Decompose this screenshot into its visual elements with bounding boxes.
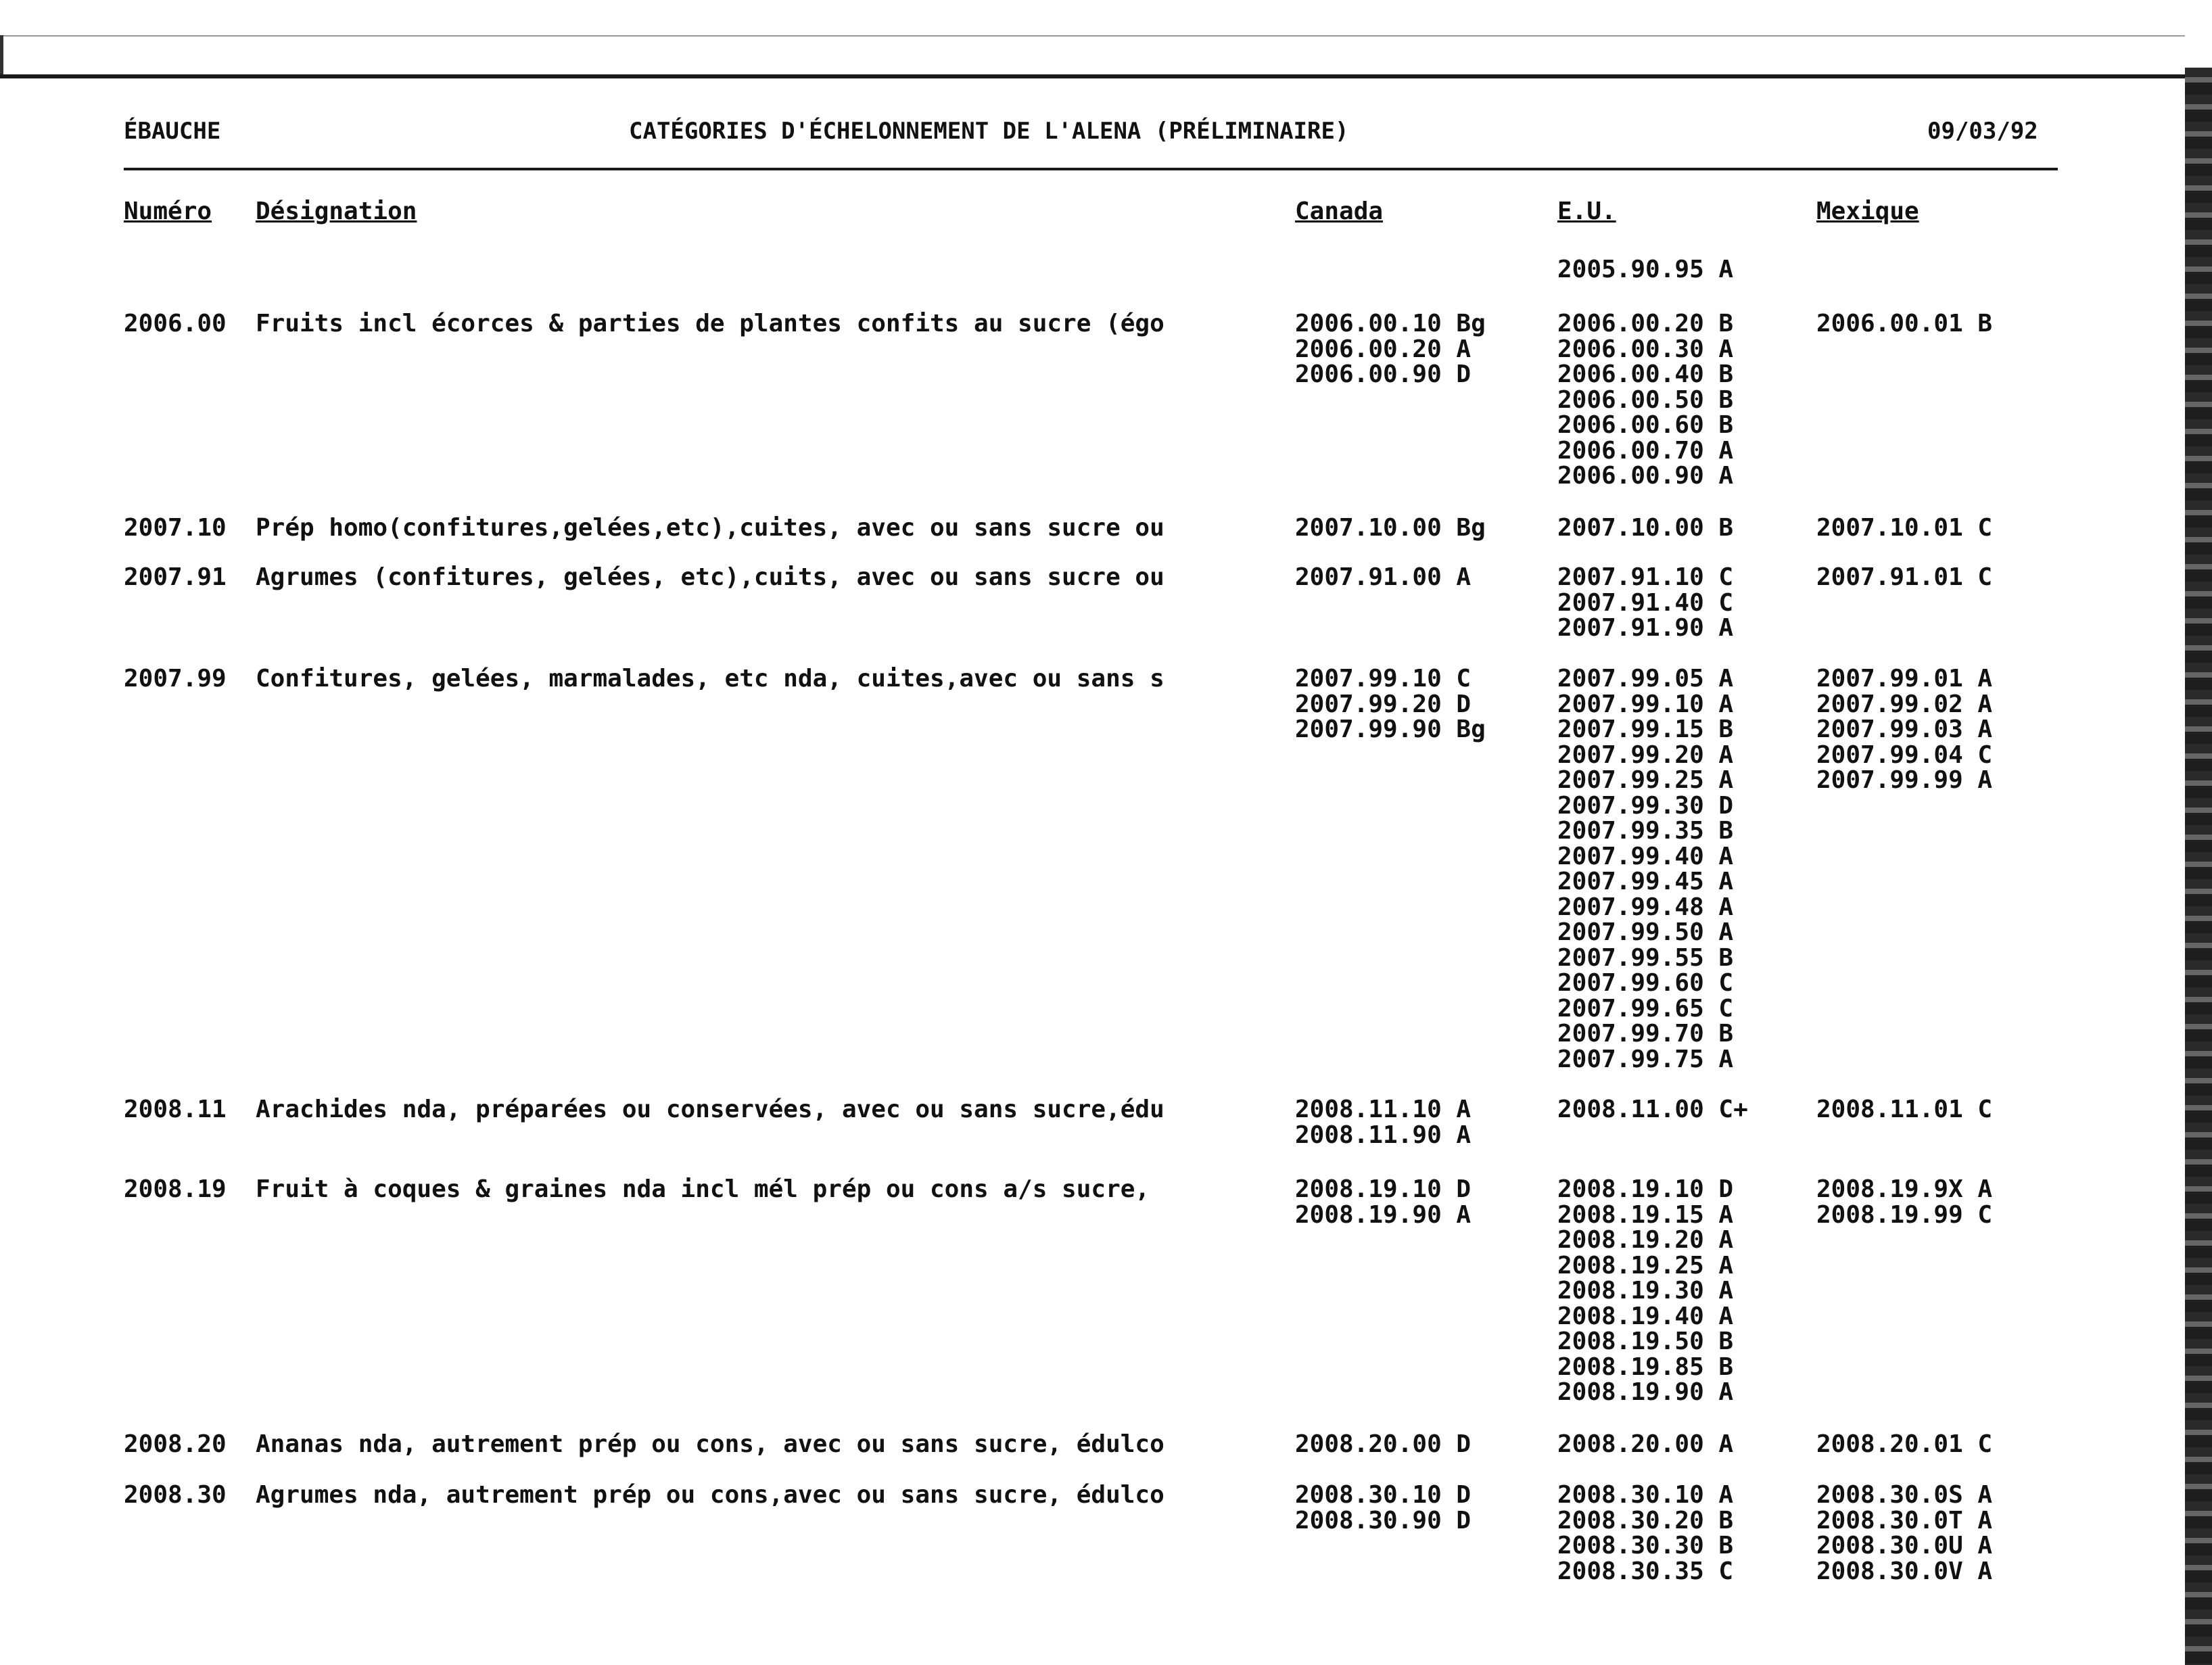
tariff-designation: Fruits incl écorces & parties de plantes confits au sucre (égo	[256, 310, 1164, 337]
staging-code: 2006.00.20 B	[1557, 310, 1734, 337]
eu-codes	[1557, 1177, 1733, 1405]
staging-code: 2008.19.10 D	[1295, 1175, 1472, 1203]
staging-code: 2007.99.05 A	[1557, 665, 1734, 693]
eu-codes	[1557, 311, 1733, 489]
eu-codes	[1557, 515, 1733, 541]
staging-code: 2007.10.00 Bg	[1295, 514, 1486, 542]
staging-code: 2008.19.10 D	[1557, 1175, 1734, 1203]
staging-code: 2007.99.60 C	[1557, 969, 1734, 997]
staging-code: 2008.20.00 A	[1557, 1430, 1734, 1458]
staging-code: 2006.00.20 A	[1295, 335, 1472, 363]
staging-code: 2007.99.99 A	[1816, 766, 1993, 794]
staging-code: 2006.00.30 A	[1557, 335, 1734, 363]
staging-code: 2008.30.30 B	[1557, 1532, 1734, 1560]
staging-code: 2007.99.03 A	[1816, 716, 1993, 743]
staging-code: 2007.91.10 C	[1557, 563, 1734, 591]
tariff-designation: Prép homo(confitures,gelées,etc),cuites, avec ou sans sucre ou	[256, 514, 1164, 542]
staging-code: 2008.30.90 D	[1295, 1506, 1472, 1534]
canada-codes	[1295, 565, 1471, 590]
staging-code: 2008.30.20 B	[1557, 1506, 1734, 1534]
staging-code: 2005.90.95 A	[1557, 256, 1734, 283]
staging-code: 2008.11.10 A	[1295, 1096, 1472, 1123]
staging-code: 2006.00.10 Bg	[1295, 310, 1486, 337]
staging-code: 2007.99.30 D	[1557, 791, 1734, 820]
staging-code: 2007.91.90 A	[1557, 614, 1734, 642]
mexique-codes	[1816, 565, 1992, 590]
column-header-numero: Numéro	[124, 197, 212, 225]
mexique-codes	[1816, 311, 1992, 337]
mexique-codes	[1816, 1177, 1992, 1227]
staging-code: 2007.99.50 A	[1557, 918, 1734, 946]
staging-code: 2008.20.00 D	[1295, 1430, 1472, 1458]
tariff-designation: Agrumes (confitures, gelées, etc),cuits, avec ou sans sucre ou	[256, 563, 1164, 591]
staging-code: 2008.30.0T A	[1816, 1506, 1993, 1534]
tariff-number: 2007.99	[124, 665, 227, 693]
column-header-mexique: Mexique	[1816, 197, 1919, 225]
canada-codes	[1295, 1482, 1471, 1533]
staging-code: 2007.99.15 B	[1557, 716, 1734, 743]
staging-code: 2007.99.48 A	[1557, 893, 1734, 921]
staging-code: 2007.99.45 A	[1557, 868, 1734, 895]
eu-codes	[1557, 565, 1733, 641]
staging-code: 2007.91.01 C	[1816, 563, 1993, 591]
staging-code: 2006.00.01 B	[1816, 310, 1993, 337]
tariff-designation: Arachides nda, préparées ou conservées, avec ou sans sucre,édu	[256, 1096, 1164, 1123]
tariff-designation: Fruit à coques & graines nda incl mél prép ou cons a/s sucre,	[256, 1175, 1150, 1203]
staging-code: 2006.00.40 B	[1557, 360, 1734, 388]
staging-code: 2006.00.90 A	[1557, 462, 1734, 490]
tariff-designation: Agrumes nda, autrement prép ou cons,avec ou sans sucre, édulco	[256, 1481, 1164, 1509]
draft-label: ÉBAUCHE	[124, 118, 221, 145]
staging-code: 2008.19.40 A	[1557, 1302, 1734, 1330]
staging-code: 2008.11.90 A	[1295, 1121, 1472, 1149]
staging-code: 2007.10.01 C	[1816, 514, 1993, 542]
staging-code: 2006.00.60 B	[1557, 411, 1734, 439]
staging-code: 2008.19.25 A	[1557, 1251, 1734, 1280]
staging-code: 2008.30.0S A	[1816, 1481, 1993, 1509]
staging-code: 2007.91.40 C	[1557, 588, 1734, 617]
mexique-codes	[1816, 515, 1992, 541]
tariff-number: 2006.00	[124, 310, 227, 337]
mexique-codes	[1816, 1482, 1992, 1584]
staging-code: 2007.99.70 B	[1557, 1020, 1734, 1048]
canada-codes	[1295, 1432, 1471, 1457]
staging-code: 2007.99.10 A	[1557, 690, 1734, 718]
tariff-number: 2008.20	[124, 1430, 227, 1458]
staging-code: 2008.19.20 A	[1557, 1226, 1734, 1254]
staging-code: 2008.11.00 C+	[1557, 1096, 1748, 1123]
mexique-codes	[1816, 1432, 1992, 1457]
tariff-number: 2008.11	[124, 1096, 227, 1123]
tariff-number: 2008.30	[124, 1481, 227, 1509]
staging-code: 2008.30.10 D	[1295, 1481, 1472, 1509]
staging-code: 2007.99.90 Bg	[1295, 716, 1486, 743]
column-header-designation: Désignation	[256, 197, 417, 225]
staging-code: 2008.30.35 C	[1557, 1557, 1734, 1585]
staging-code: 2008.30.10 A	[1557, 1481, 1734, 1509]
staging-code: 2007.99.20 A	[1557, 741, 1734, 769]
staging-code: 2008.11.01 C	[1816, 1096, 1993, 1123]
canada-codes	[1295, 1177, 1471, 1227]
staging-code: 2008.30.0V A	[1816, 1557, 1993, 1585]
tariff-number: 2007.91	[124, 563, 227, 591]
staging-code: 2007.99.55 B	[1557, 943, 1734, 972]
eu-codes	[1557, 1432, 1733, 1457]
staging-code: 2007.99.35 B	[1557, 817, 1734, 845]
staging-code: 2008.30.0U A	[1816, 1532, 1993, 1560]
staging-code: 2008.19.15 A	[1557, 1200, 1734, 1229]
mexique-codes	[1816, 1097, 1992, 1123]
eu-codes	[1557, 1097, 1748, 1123]
staging-code: 2007.99.04 C	[1816, 741, 1993, 769]
staging-code: 2007.99.02 A	[1816, 690, 1993, 718]
column-header-canada: Canada	[1295, 197, 1384, 225]
tariff-designation: Ananas nda, autrement prép ou cons, avec ou sans sucre, édulco	[256, 1430, 1164, 1458]
mexique-codes	[1816, 666, 1992, 793]
staging-code: 2007.99.20 D	[1295, 690, 1472, 718]
staging-code: 2008.19.90 A	[1557, 1378, 1734, 1406]
tariff-number: 2008.19	[124, 1175, 227, 1203]
staging-code: 2006.00.70 A	[1557, 436, 1734, 465]
staging-code: 2007.99.25 A	[1557, 766, 1734, 794]
staging-code: 2007.91.00 A	[1295, 563, 1472, 591]
staging-code: 2007.10.00 B	[1557, 514, 1734, 542]
canada-codes	[1295, 1097, 1471, 1148]
staging-code: 2007.99.10 C	[1295, 665, 1472, 693]
staging-code: 2008.19.9X A	[1816, 1175, 1993, 1203]
canada-codes	[1295, 311, 1486, 388]
column-header-eu: E.U.	[1557, 197, 1616, 225]
canada-codes	[1295, 515, 1486, 541]
eu-codes	[1557, 1482, 1733, 1584]
tariff-designation: Confitures, gelées, marmalades, etc nda, cuites,avec ou sans s	[256, 665, 1164, 693]
tariff-number: 2007.10	[124, 514, 227, 542]
staging-code: 2007.99.65 C	[1557, 994, 1734, 1023]
staging-code: 2008.19.30 A	[1557, 1277, 1734, 1305]
document-title: CATÉGORIES D'ÉCHELONNEMENT DE L'ALENA (PRÉLIMINAIRE)	[629, 118, 1349, 145]
canada-codes	[1295, 666, 1486, 743]
staging-code: 2008.19.50 B	[1557, 1328, 1734, 1355]
staging-code: 2008.19.99 C	[1816, 1200, 1993, 1229]
staging-code: 2007.99.01 A	[1816, 665, 1993, 693]
staging-code: 2008.19.85 B	[1557, 1353, 1734, 1381]
document-date: 09/03/92	[1927, 118, 2038, 145]
staging-code: 2006.00.50 B	[1557, 385, 1734, 414]
staging-code: 2007.99.75 A	[1557, 1045, 1734, 1073]
eu-codes	[1557, 257, 1733, 283]
staging-code: 2006.00.90 D	[1295, 360, 1472, 388]
staging-code: 2008.20.01 C	[1816, 1430, 1993, 1458]
staging-code: 2008.19.90 A	[1295, 1200, 1472, 1229]
eu-codes	[1557, 666, 1733, 1072]
staging-code: 2007.99.40 A	[1557, 842, 1734, 870]
